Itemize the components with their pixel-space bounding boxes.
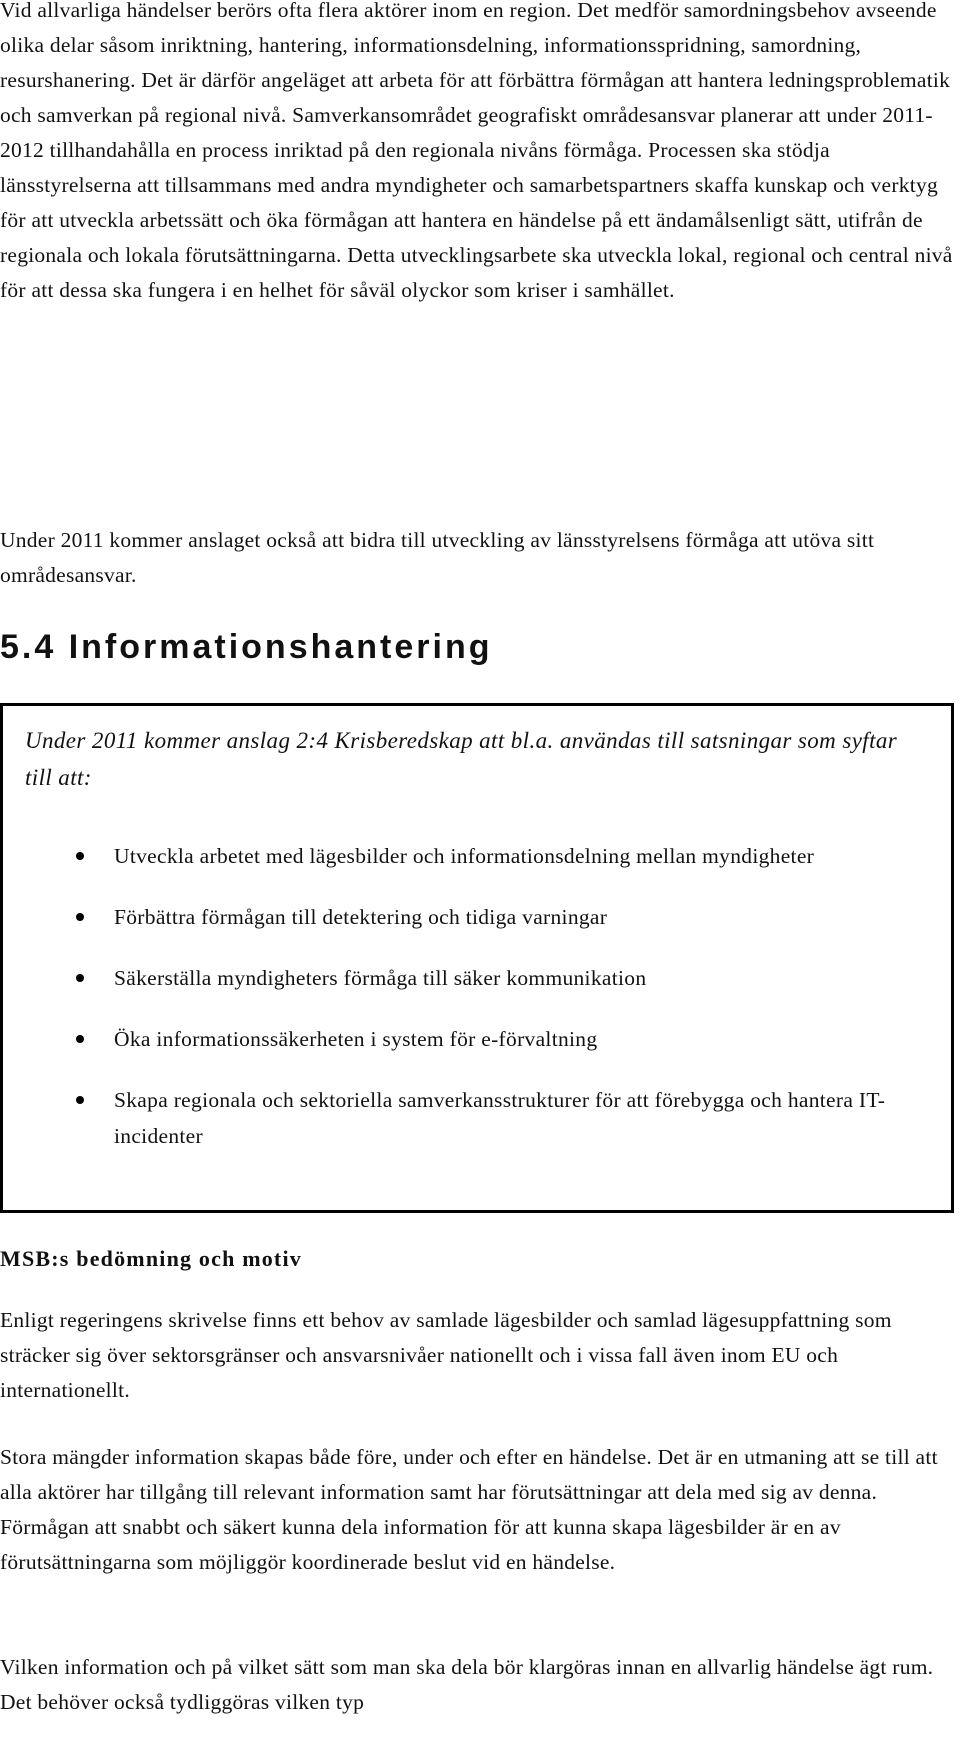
body-paragraph-lagesbilder: Enligt regeringens skrivelse finns ett behov av samlade lägesbilder och samlad lägesuppfattning som sträcker sig över sektorsgränser och ansvarsnivåer nationellt och i vissa fall även inom EU och internationellt. xyxy=(0,1308,892,1402)
body-paragraph-anslag-2011: Under 2011 kommer anslaget också att bidra till utveckling av länsstyrelsens förmåga att utöva sitt områdesansvar. xyxy=(0,528,875,587)
list-item xyxy=(3,960,943,996)
bullet-icon xyxy=(76,974,84,982)
bullet-icon xyxy=(76,913,84,921)
list-item-text: Utveckla arbetet med lägesbilder och informationsdelning mellan myndigheter xyxy=(114,844,815,868)
framed-box xyxy=(0,703,954,1213)
list-item xyxy=(3,838,943,874)
list-item-text: Förbättra förmågan till detektering och tidiga varningar xyxy=(114,905,608,929)
list-item-text: Öka informationssäkerheten i system för e-förvaltning xyxy=(114,1027,598,1051)
bullet-icon xyxy=(76,1096,84,1104)
body-paragraph-vilken-information: Vilken information och på vilket sätt som man ska dela bör klargöras innan en allvarlig händelse ägt rum. Det behöver också tydliggöras vilken typ xyxy=(0,1655,934,1714)
list-item xyxy=(3,899,943,935)
bullet-icon xyxy=(76,852,84,860)
list-item xyxy=(3,1021,943,1057)
body-paragraph-informationsdelning: Stora mängder information skapas både före, under och efter en händelse. Det är en utmaning att se till att alla aktörer har tillgång till relevant information samt har förutsättningar att dela med sig av denna. Förmågan att snabbt och säkert kunna dela information för att kunna skapa lägesbilder är en av förutsättningarna som möjliggör koordinerade beslut vid en händelse. xyxy=(0,1445,938,1574)
list-item-text: Skapa regionala och sektoriella samverkansstrukturer för att förebygga och hantera IT-incidenter xyxy=(114,1088,886,1148)
list-item xyxy=(3,1082,943,1154)
box-intro-text: Under 2011 kommer anslag 2:4 Krisberedskap att bl.a. användas till satsningar som syftar till att: xyxy=(25,728,898,790)
list-item-text: Säkerställa myndigheters förmåga till säker kommunikation xyxy=(114,966,647,990)
section-heading: 5.4 Informationshantering xyxy=(0,628,493,666)
body-paragraph-regional-samverkan: Vid allvarliga händelser berörs ofta flera aktörer inom en region. Det medför samordningsbehov avseende olika delar såsom inriktning, hantering, informationsdelning, informationsspridning, samordning, resurshanering. Det är därför angeläget att arbeta för att förbättra förmågan att hantera ledningsproblematik och samverkan på regional nivå. Samverkansområdet geografiskt områdesansvar planerar att under 2011-2012 tillhandahålla en process inriktad på den regionala nivåns förmåga. Processen ska stödja länsstyrelserna att tillsammans med andra myndigheter och samarbetspartners skaffa kunskap och verktyg för att utveckla arbetssätt och öka förmågan att hantera en händelse på ett ändamålsenligt sätt, utifrån de regionala och lokala förutsättningarna. Detta utvecklingsarbete ska utveckla lokal, regional och central nivå för att dessa ska fungera i en helhet för såväl olyckor som kriser i samhället. xyxy=(0,0,953,302)
bullet-icon xyxy=(76,1035,84,1043)
bullet-list xyxy=(3,838,943,1179)
assessment-heading: MSB:s bedömning och motiv xyxy=(0,1246,302,1271)
